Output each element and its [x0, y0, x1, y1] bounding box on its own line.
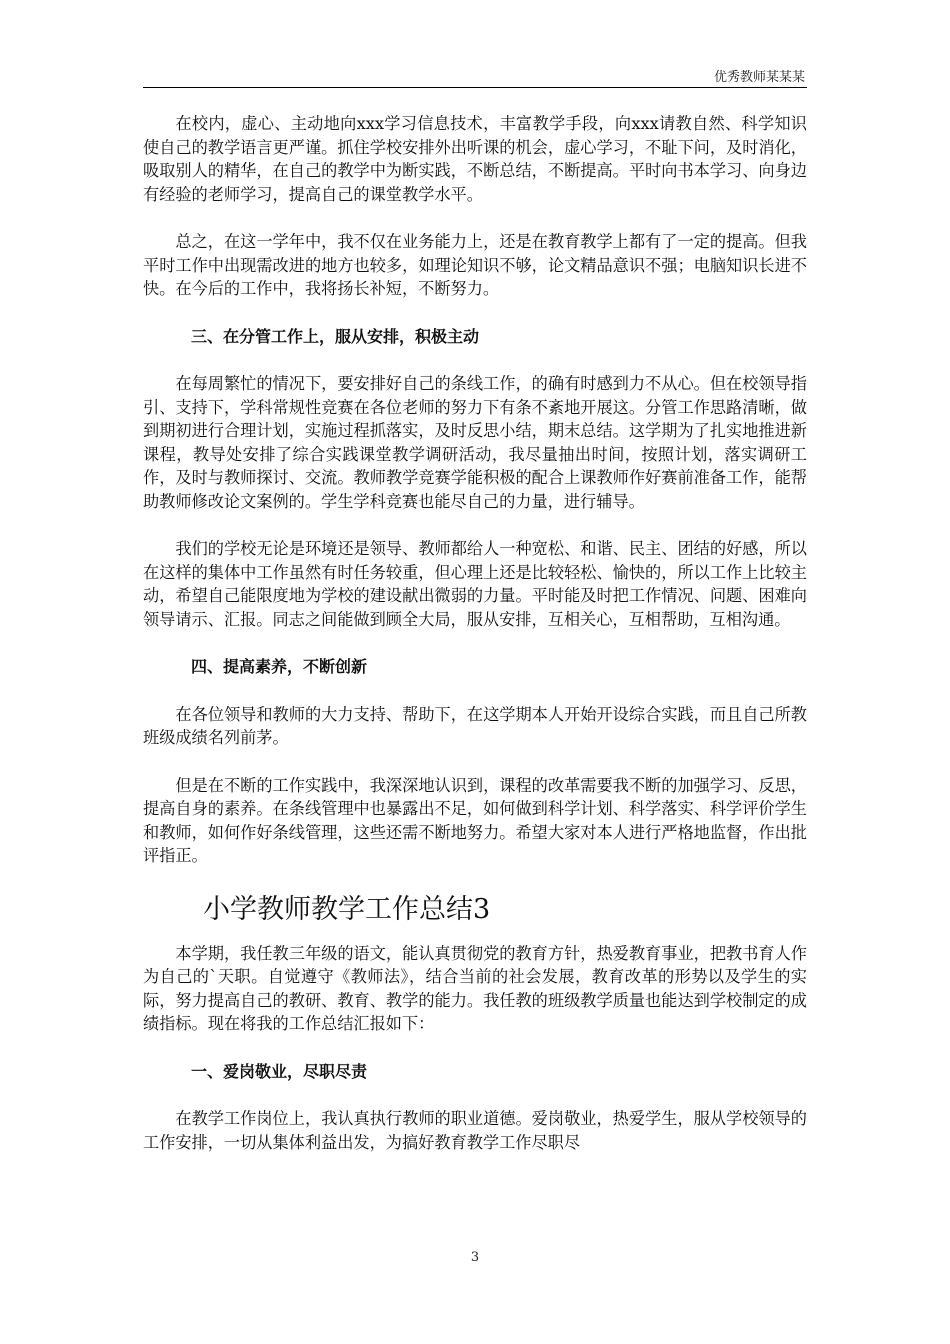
paragraph-8: 在教学工作岗位上，我认真执行教师的职业道德。爱岗敬业，热爱学生，服从学校领导的工作安排，一切从集体利益出发，为搞好教育教学工作尽职尽 [143, 1109, 807, 1152]
header-rule [143, 87, 807, 88]
document-title: 小学教师教学工作总结3 [203, 893, 491, 925]
paragraph-6: 但是在不断的工作实践中，我深深地认识到，课程的改革需要我不断的加强学习、反思，提高自身的素养。在条线管理中也暴露出不足，如何做到科学计划、科学落实、科学评价学生和教师，如何作好条线管理，这些还需不断地努力。希望大家对本人进行严格地监督，作出批评指正。 [143, 775, 807, 865]
page-number: 3 [470, 1250, 480, 1265]
paragraph-5: 在各位领导和教师的大力支持、帮助下，在这学期本人开始开设综合实践，而且自己所教班级成绩名列前茅。 [143, 704, 807, 747]
section-heading-4: 四、提高素养，不断创新 [191, 657, 368, 676]
section-heading-1: 一、爱岗敬业，尽职尽责 [191, 1061, 368, 1081]
paragraph-3: 在每周繁忙的情况下，要安排好自己的条线工作，的确有时感到力不从心。但在校领导指引、支持下，学科常规性竞赛在各位老师的努力下有条不紊地开展这。分管工作思路清晰，做到期初进行合理计划，实施过程抓落实，及时反思小结，期末总结。这学期为了扎实地推进新课程，教导处安排了综合实践课堂教学调研活动，我尽量抽出时间，按照计划，落实调研工作，及时与教师探讨、交流。教师教学竞赛学能积极的配合上课教师作好赛前准备工作，能帮助教师修改论文案例的。学生学科竞赛也能尽自己的力量，进行辅导。 [143, 374, 807, 511]
paragraph-2: 总之，在这一学年中，我不仅在业务能力上，还是在教育教学上都有了一定的提高。但我平时工作中出现需改进的地方也较多，如理论知识不够，论文精品意识不强；电脑知识长进不快。在今后的工作中，我将扬长补短，不断努力。 [143, 232, 807, 298]
paragraph-4: 我们的学校无论是环境还是领导、教师都给人一种宽松、和谐、民主、团结的好感，所以在这样的集体中工作虽然有时任务较重，但心理上还是比较轻松、愉快的，所以工作上比较主动，希望自己能限度地为学校的建设献出微弱的力量。平时能及时把工作情况、问题、困难向领导请示、汇报。同志之间能做到顾全大局，服从安排，互相关心，互相帮助，互相沟通。 [143, 539, 807, 629]
document-body [143, 112, 807, 1178]
page-header: 优秀教师某某某 [713, 70, 805, 85]
paragraph-1: 在校内，虚心、主动地向xxx学习信息技术，丰富教学手段，向xxx请教自然、科学知识使自己的教学语言更严谨。抓住学校安排外出听课的机会，虚心学习，不耻下问，及时消化，吸取别人的精华，在自己的教学中为断实践，不断总结，不断提高。平时向书本学习、向身边有经验的老师学习，提高自己的课堂教学水平。 [143, 114, 807, 204]
section-heading-3: 三、在分管工作上，服从安排，积极主动 [191, 326, 480, 346]
paragraph-7: 本学期，我任教三年级的语文，能认真贯彻党的教育方针，热爱教育事业，把教书育人作为自己的`天职。自觉遵守《教师法》，结合当前的社会发展，教育改革的形势以及学生的实际，努力提高自己的教研、教育、教学的能力。我任教的班级教学质量也能达到学校制定的成绩指标。现在将我的工作总结汇报如下： [143, 943, 807, 1033]
